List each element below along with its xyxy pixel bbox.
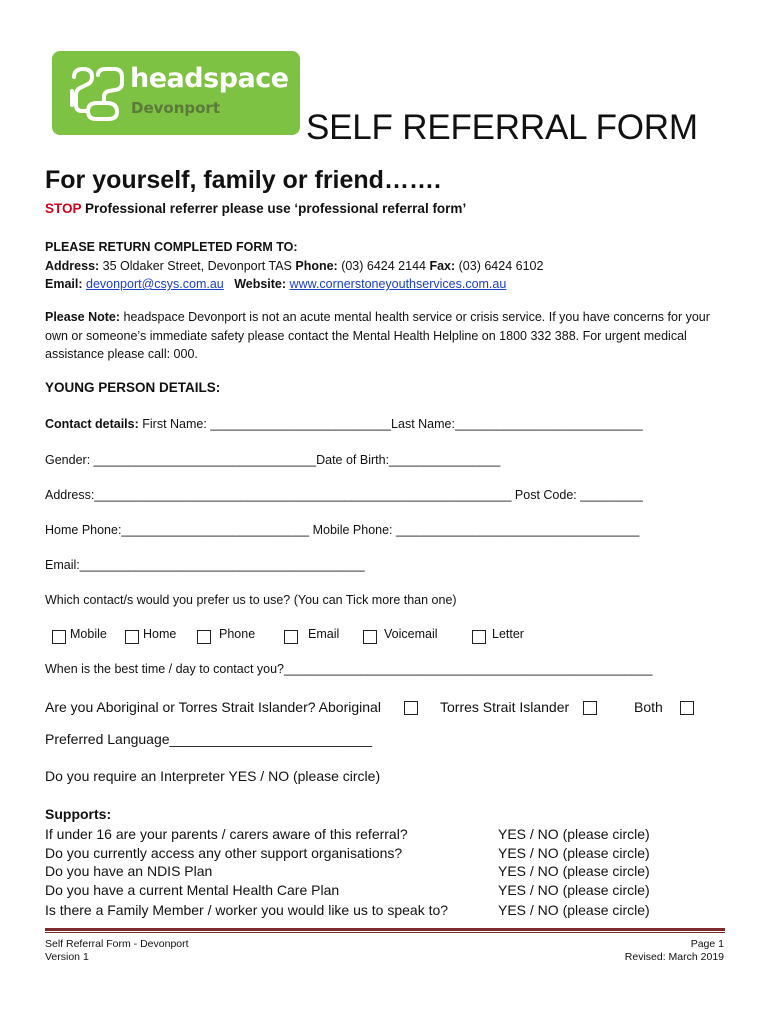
form-title: SELF REFERRAL FORM bbox=[306, 108, 698, 147]
section-heading: YOUNG PERSON DETAILS: bbox=[45, 380, 221, 395]
return-address-line bbox=[45, 259, 543, 273]
support-question: If under 16 are your parents / carers aware of this referral? bbox=[45, 826, 408, 842]
phone-label: Phone: bbox=[295, 259, 338, 273]
support-answer[interactable]: YES / NO (please circle) bbox=[498, 902, 650, 918]
support-answer[interactable]: YES / NO (please circle) bbox=[498, 882, 650, 898]
contact-details-label: Contact details: bbox=[45, 417, 139, 431]
stop-word: STOP bbox=[45, 201, 82, 216]
footer-divider-thin bbox=[45, 932, 725, 933]
letter-option-label: Letter bbox=[492, 627, 524, 641]
name-field-line[interactable]: First Name: __________________________Last Name:___________________________ bbox=[138, 417, 643, 431]
torres-strait-checkbox[interactable] bbox=[583, 701, 597, 715]
email-link[interactable]: devonport@csys.com.au bbox=[86, 277, 224, 291]
torres-strait-label: Torres Strait Islander bbox=[440, 699, 570, 715]
address-value: 35 Oldaker Street, Devonport TAS bbox=[99, 259, 296, 273]
aboriginal-question: Are you Aboriginal or Torres Strait Islander? Aboriginal bbox=[45, 699, 381, 715]
voicemail-checkbox[interactable] bbox=[363, 630, 377, 644]
note-label: Please Note: bbox=[45, 310, 121, 324]
voicemail-option-label: Voicemail bbox=[384, 627, 438, 641]
brand-name: headspace bbox=[130, 63, 289, 94]
best-time-field[interactable]: When is the best time / day to contact you?_____________________________________________________ bbox=[45, 662, 653, 676]
headspace-logo bbox=[52, 51, 300, 135]
support-question: Do you have a current Mental Health Care Plan bbox=[45, 882, 340, 898]
interpreter-question[interactable]: Do you require an Interpreter YES / NO (please circle) bbox=[45, 768, 381, 784]
website-label: Website: bbox=[234, 277, 287, 291]
footer-revised-date: Revised: March 2019 bbox=[624, 951, 724, 963]
please-note bbox=[45, 308, 725, 364]
email-field[interactable]: Email:_________________________________________ bbox=[45, 558, 365, 572]
note-text: headspace Devonport is not an acute mental health service or crisis service. If you have concerns for your own or someone’s immediate safety please contact the Mental Health Helpline on 1800 332 388. For urgent medical assistance please call: 000. bbox=[45, 310, 710, 361]
contact-preference-question: Which contact/s would you prefer us to use? (You can Tick more than one) bbox=[45, 593, 457, 607]
home-option-label: Home bbox=[143, 627, 177, 641]
both-checkbox[interactable] bbox=[680, 701, 694, 715]
return-contact-line bbox=[45, 277, 506, 291]
fax-label: Fax: bbox=[429, 259, 456, 273]
phone-option-label: Phone bbox=[219, 627, 256, 641]
headspace-people-icon bbox=[66, 65, 126, 121]
support-answer[interactable]: YES / NO (please circle) bbox=[498, 863, 650, 879]
home-checkbox[interactable] bbox=[125, 630, 139, 644]
both-label: Both bbox=[634, 699, 663, 715]
phone-checkbox[interactable] bbox=[197, 630, 211, 644]
gender-dob-field[interactable]: Gender: ________________________________Date of Birth:________________ bbox=[45, 453, 501, 467]
form-subtitle: For yourself, family or friend……. bbox=[45, 166, 441, 194]
support-answer[interactable]: YES / NO (please circle) bbox=[498, 826, 650, 842]
footer-version: Version 1 bbox=[45, 951, 89, 963]
email-label: Email: bbox=[45, 277, 83, 291]
support-question: Do you currently access any other support organisations? bbox=[45, 845, 403, 861]
mobile-checkbox[interactable] bbox=[52, 630, 66, 644]
email-option-label: Email bbox=[308, 627, 340, 641]
preferred-language-field[interactable]: Preferred Language__________________________ bbox=[45, 731, 372, 747]
return-heading: PLEASE RETURN COMPLETED FORM TO: bbox=[45, 240, 298, 254]
supports-heading: Supports: bbox=[45, 806, 112, 822]
support-question: Is there a Family Member / worker you would like us to speak to? bbox=[45, 902, 449, 918]
address-label: Address: bbox=[45, 259, 100, 273]
website-link[interactable]: www.cornerstoneyouthservices.com.au bbox=[289, 277, 507, 291]
stop-notice bbox=[45, 201, 466, 216]
footer-page-number: Page 1 bbox=[690, 938, 724, 950]
mobile-option-label: Mobile bbox=[70, 627, 107, 641]
fax-value: (03) 6424 6102 bbox=[455, 259, 544, 273]
footer-divider bbox=[45, 928, 725, 931]
support-answer[interactable]: YES / NO (please circle) bbox=[498, 845, 650, 861]
phone-fields[interactable]: Home Phone:___________________________ Mobile Phone: ___________________________________ bbox=[45, 523, 640, 537]
stop-text: Professional referrer please use ‘professional referral form’ bbox=[81, 201, 467, 216]
email-checkbox[interactable] bbox=[284, 630, 298, 644]
name-fields[interactable] bbox=[45, 417, 643, 431]
footer-form-name: Self Referral Form - Devonport bbox=[45, 938, 189, 950]
support-question: Do you have an NDIS Plan bbox=[45, 863, 213, 879]
phone-value: (03) 6424 2144 bbox=[337, 259, 430, 273]
brand-location: Devonport bbox=[131, 99, 220, 117]
address-field[interactable]: Address:____________________________________________________________ Post Code: _________ bbox=[45, 488, 643, 502]
aboriginal-checkbox[interactable] bbox=[404, 701, 418, 715]
letter-checkbox[interactable] bbox=[472, 630, 486, 644]
